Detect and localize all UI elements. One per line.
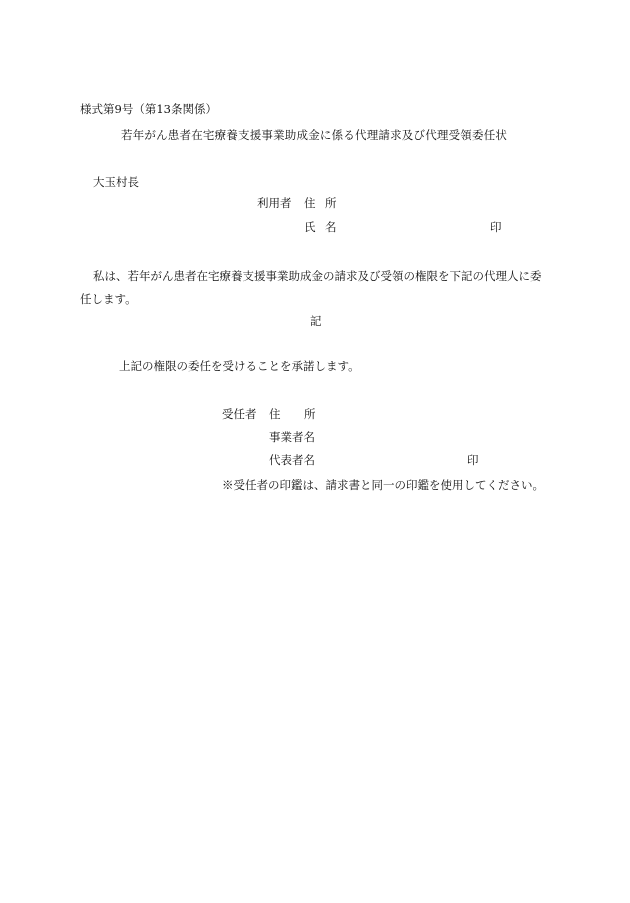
user-name-label-char1: 氏 xyxy=(304,220,316,234)
agent-label: 受任者 xyxy=(222,407,257,421)
agent-seal-mark: 印 xyxy=(467,453,479,467)
agent-address-label-char2: 所 xyxy=(304,407,316,421)
user-address-label-char2: 所 xyxy=(325,196,337,210)
delegation-statement-line2: 任します。 xyxy=(80,292,137,306)
user-name-label-char2: 名 xyxy=(325,220,337,234)
acceptance-statement: 上記の権限の委任を受けることを承諾します。 xyxy=(119,359,360,373)
form-number: 様式第9号（第13条関係） xyxy=(80,102,217,116)
document-title: 若年がん患者在宅療養支援事業助成金に係る代理請求及び代理受領委任状 xyxy=(121,128,508,142)
business-name-label: 事業者名 xyxy=(269,430,315,444)
user-label: 利用者 xyxy=(257,196,292,210)
addressee: 大玉村長 xyxy=(93,175,139,189)
representative-name-label: 代表者名 xyxy=(269,453,315,467)
agent-address-label-char1: 住 xyxy=(269,407,281,421)
user-seal-mark: 印 xyxy=(490,220,502,234)
seal-note: ※受任者の印鑑は、請求書と同一の印鑑を使用してください。 xyxy=(222,478,544,492)
delegation-statement-line1: 私は、若年がん患者在宅療養支援事業助成金の請求及び受領の権限を下記の代理人に委 xyxy=(93,269,542,283)
ki-heading: 記 xyxy=(310,314,322,328)
user-address-label-char1: 住 xyxy=(304,196,316,210)
